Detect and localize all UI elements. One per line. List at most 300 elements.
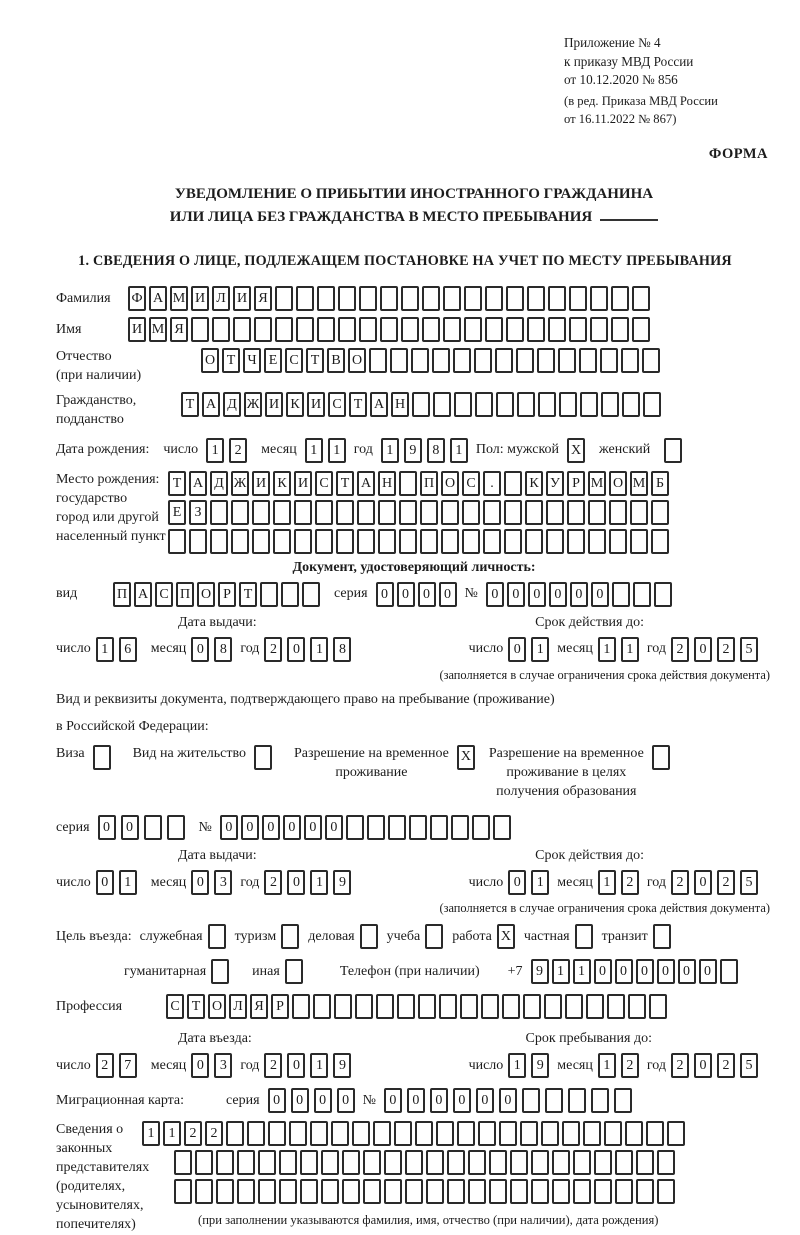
form-cell[interactable]: 0 — [508, 637, 526, 662]
form-cell[interactable] — [462, 500, 480, 525]
form-cell[interactable] — [522, 1088, 540, 1113]
form-cell[interactable] — [363, 1179, 381, 1204]
form-cell[interactable]: А — [202, 392, 220, 417]
form-cell[interactable]: А — [189, 471, 207, 496]
form-cell[interactable]: 1 — [573, 959, 591, 984]
form-cell[interactable] — [569, 286, 587, 311]
form-cell[interactable]: 1 — [305, 438, 323, 463]
form-cell[interactable]: С — [462, 471, 480, 496]
form-cell[interactable] — [538, 392, 556, 417]
form-cell[interactable] — [352, 1121, 370, 1146]
form-cell[interactable] — [517, 392, 535, 417]
form-cell[interactable]: X — [567, 438, 585, 463]
form-cell[interactable]: С — [328, 392, 346, 417]
form-cell[interactable] — [93, 745, 111, 770]
form-cell[interactable] — [260, 582, 278, 607]
form-cell[interactable] — [189, 529, 207, 554]
form-cell[interactable]: 2 — [717, 1053, 735, 1078]
form-cell[interactable] — [331, 1121, 349, 1146]
form-cell[interactable] — [296, 286, 314, 311]
form-cell[interactable] — [485, 286, 503, 311]
form-cell[interactable]: М — [630, 471, 648, 496]
form-cell[interactable]: А — [134, 582, 152, 607]
form-cell[interactable] — [275, 317, 293, 342]
form-cell[interactable] — [527, 286, 545, 311]
form-cell[interactable] — [525, 529, 543, 554]
form-cell[interactable]: 0 — [678, 959, 696, 984]
form-cell[interactable]: Е — [168, 500, 186, 525]
form-cell[interactable] — [321, 1179, 339, 1204]
form-cell[interactable]: Т — [306, 348, 324, 373]
form-cell[interactable]: А — [149, 286, 167, 311]
form-cell[interactable] — [583, 1121, 601, 1146]
form-cell[interactable] — [420, 529, 438, 554]
form-cell[interactable] — [552, 1179, 570, 1204]
form-cell[interactable]: 1 — [310, 637, 328, 662]
form-cell[interactable] — [231, 529, 249, 554]
form-cell[interactable] — [216, 1179, 234, 1204]
form-cell[interactable] — [237, 1179, 255, 1204]
form-cell[interactable] — [579, 348, 597, 373]
form-cell[interactable]: 9 — [333, 870, 351, 895]
form-cell[interactable]: 0 — [304, 815, 322, 840]
form-cell[interactable]: 0 — [283, 815, 301, 840]
form-cell[interactable]: Д — [210, 471, 228, 496]
form-cell[interactable] — [504, 471, 522, 496]
form-cell[interactable] — [336, 500, 354, 525]
form-cell[interactable] — [294, 500, 312, 525]
form-cell[interactable] — [373, 1121, 391, 1146]
form-cell[interactable]: 7 — [119, 1053, 137, 1078]
form-cell[interactable]: 0 — [430, 1088, 448, 1113]
form-cell[interactable]: 0 — [96, 870, 114, 895]
form-cell[interactable]: 1 — [598, 1053, 616, 1078]
form-cell[interactable]: 2 — [671, 1053, 689, 1078]
form-cell[interactable] — [443, 286, 461, 311]
form-cell[interactable]: 5 — [740, 1053, 758, 1078]
form-cell[interactable] — [667, 1121, 685, 1146]
form-cell[interactable] — [302, 582, 320, 607]
form-cell[interactable]: 0 — [657, 959, 675, 984]
form-cell[interactable]: 0 — [591, 582, 609, 607]
form-cell[interactable]: 0 — [418, 582, 436, 607]
form-cell[interactable] — [607, 994, 625, 1019]
form-cell[interactable] — [380, 286, 398, 311]
form-cell[interactable]: 0 — [636, 959, 654, 984]
form-cell[interactable]: 1 — [310, 870, 328, 895]
form-cell[interactable]: 1 — [450, 438, 468, 463]
form-cell[interactable]: Т — [187, 994, 205, 1019]
form-cell[interactable]: 0 — [121, 815, 139, 840]
form-cell[interactable] — [600, 348, 618, 373]
form-cell[interactable] — [144, 815, 162, 840]
form-cell[interactable]: 5 — [740, 637, 758, 662]
form-cell[interactable] — [464, 286, 482, 311]
form-cell[interactable] — [317, 317, 335, 342]
form-cell[interactable] — [651, 500, 669, 525]
form-cell[interactable] — [432, 348, 450, 373]
form-cell[interactable] — [443, 317, 461, 342]
form-cell[interactable]: М — [149, 317, 167, 342]
form-cell[interactable] — [523, 994, 541, 1019]
form-cell[interactable]: Н — [391, 392, 409, 417]
form-cell[interactable] — [621, 348, 639, 373]
form-cell[interactable]: 5 — [740, 870, 758, 895]
form-cell[interactable] — [401, 286, 419, 311]
form-cell[interactable]: И — [307, 392, 325, 417]
form-cell[interactable]: Т — [181, 392, 199, 417]
form-cell[interactable]: 0 — [453, 1088, 471, 1113]
form-cell[interactable] — [516, 348, 534, 373]
form-cell[interactable] — [231, 500, 249, 525]
form-cell[interactable] — [412, 392, 430, 417]
form-cell[interactable]: 0 — [287, 1053, 305, 1078]
form-cell[interactable]: 0 — [507, 582, 525, 607]
form-cell[interactable]: 0 — [694, 870, 712, 895]
form-cell[interactable]: 0 — [570, 582, 588, 607]
form-cell[interactable]: 0 — [694, 1053, 712, 1078]
form-cell[interactable] — [258, 1179, 276, 1204]
form-cell[interactable] — [453, 348, 471, 373]
form-cell[interactable] — [546, 529, 564, 554]
form-cell[interactable] — [510, 1179, 528, 1204]
form-cell[interactable] — [441, 529, 459, 554]
form-cell[interactable]: 2 — [621, 1053, 639, 1078]
form-cell[interactable]: М — [170, 286, 188, 311]
form-cell[interactable] — [559, 392, 577, 417]
form-cell[interactable]: 0 — [325, 815, 343, 840]
form-cell[interactable]: О — [197, 582, 215, 607]
form-cell[interactable]: С — [155, 582, 173, 607]
form-cell[interactable] — [565, 994, 583, 1019]
form-cell[interactable]: Ф — [128, 286, 146, 311]
form-cell[interactable] — [252, 529, 270, 554]
form-cell[interactable] — [548, 317, 566, 342]
form-cell[interactable] — [562, 1121, 580, 1146]
form-cell[interactable] — [546, 500, 564, 525]
form-cell[interactable]: 3 — [214, 1053, 232, 1078]
form-cell[interactable]: И — [294, 471, 312, 496]
form-cell[interactable] — [642, 348, 660, 373]
form-cell[interactable] — [334, 994, 352, 1019]
form-cell[interactable]: 2 — [671, 870, 689, 895]
form-cell[interactable] — [313, 994, 331, 1019]
form-cell[interactable]: 0 — [384, 1088, 402, 1113]
form-cell[interactable] — [464, 317, 482, 342]
form-cell[interactable] — [611, 286, 629, 311]
form-cell[interactable]: О — [609, 471, 627, 496]
form-cell[interactable] — [384, 1179, 402, 1204]
form-cell[interactable] — [254, 745, 272, 770]
form-cell[interactable] — [590, 286, 608, 311]
form-cell[interactable]: В — [327, 348, 345, 373]
form-cell[interactable] — [273, 529, 291, 554]
form-cell[interactable] — [622, 392, 640, 417]
form-cell[interactable]: 9 — [531, 1053, 549, 1078]
form-cell[interactable] — [654, 582, 672, 607]
form-cell[interactable] — [591, 1088, 609, 1113]
form-cell[interactable] — [569, 317, 587, 342]
form-cell[interactable]: 1 — [310, 1053, 328, 1078]
form-cell[interactable] — [422, 286, 440, 311]
form-cell[interactable]: 0 — [694, 637, 712, 662]
form-cell[interactable] — [300, 1179, 318, 1204]
form-cell[interactable] — [399, 529, 417, 554]
form-cell[interactable]: 1 — [206, 438, 224, 463]
form-cell[interactable] — [441, 500, 459, 525]
form-cell[interactable]: 0 — [508, 870, 526, 895]
form-cell[interactable] — [359, 317, 377, 342]
form-cell[interactable] — [462, 529, 480, 554]
form-cell[interactable] — [609, 529, 627, 554]
form-cell[interactable] — [430, 815, 448, 840]
form-cell[interactable]: 2 — [96, 1053, 114, 1078]
form-cell[interactable]: 0 — [407, 1088, 425, 1113]
form-cell[interactable] — [451, 815, 469, 840]
form-cell[interactable]: 8 — [333, 637, 351, 662]
form-cell[interactable] — [210, 529, 228, 554]
form-cell[interactable] — [601, 392, 619, 417]
form-cell[interactable]: Ж — [231, 471, 249, 496]
form-cell[interactable]: 0 — [268, 1088, 286, 1113]
form-cell[interactable] — [399, 471, 417, 496]
form-cell[interactable]: Т — [239, 582, 257, 607]
form-cell[interactable]: 0 — [486, 582, 504, 607]
form-cell[interactable] — [468, 1179, 486, 1204]
form-cell[interactable]: Я — [254, 286, 272, 311]
form-cell[interactable] — [588, 529, 606, 554]
form-cell[interactable]: 0 — [287, 870, 305, 895]
form-cell[interactable]: С — [315, 471, 333, 496]
form-cell[interactable] — [388, 815, 406, 840]
form-cell[interactable]: 0 — [699, 959, 717, 984]
form-cell[interactable] — [573, 1179, 591, 1204]
form-cell[interactable] — [520, 1121, 538, 1146]
form-cell[interactable] — [247, 1121, 265, 1146]
form-cell[interactable] — [611, 317, 629, 342]
form-cell[interactable] — [633, 582, 651, 607]
form-cell[interactable] — [474, 348, 492, 373]
form-cell[interactable] — [495, 348, 513, 373]
form-cell[interactable] — [360, 924, 378, 949]
form-cell[interactable] — [590, 317, 608, 342]
form-cell[interactable]: Я — [170, 317, 188, 342]
form-cell[interactable]: 0 — [98, 815, 116, 840]
form-cell[interactable]: 6 — [119, 637, 137, 662]
form-cell[interactable] — [294, 529, 312, 554]
form-cell[interactable]: У — [546, 471, 564, 496]
form-cell[interactable] — [502, 994, 520, 1019]
form-cell[interactable]: Т — [336, 471, 354, 496]
form-cell[interactable] — [296, 317, 314, 342]
form-cell[interactable] — [211, 959, 229, 984]
form-cell[interactable] — [630, 529, 648, 554]
form-cell[interactable]: Д — [223, 392, 241, 417]
form-cell[interactable] — [315, 529, 333, 554]
form-cell[interactable]: 1 — [163, 1121, 181, 1146]
form-cell[interactable]: 0 — [220, 815, 238, 840]
form-cell[interactable] — [268, 1121, 286, 1146]
form-cell[interactable] — [651, 529, 669, 554]
form-cell[interactable] — [397, 994, 415, 1019]
form-cell[interactable]: О — [441, 471, 459, 496]
form-cell[interactable] — [475, 392, 493, 417]
form-cell[interactable]: 0 — [439, 582, 457, 607]
form-cell[interactable]: С — [285, 348, 303, 373]
form-cell[interactable] — [292, 994, 310, 1019]
form-cell[interactable] — [496, 392, 514, 417]
form-cell[interactable]: 0 — [287, 637, 305, 662]
form-cell[interactable]: 0 — [191, 637, 209, 662]
form-cell[interactable]: 1 — [531, 870, 549, 895]
form-cell[interactable] — [342, 1179, 360, 1204]
form-cell[interactable] — [493, 815, 511, 840]
form-cell[interactable]: 1 — [381, 438, 399, 463]
form-cell[interactable] — [614, 1088, 632, 1113]
form-cell[interactable] — [226, 1121, 244, 1146]
form-cell[interactable] — [575, 924, 593, 949]
form-cell[interactable] — [420, 500, 438, 525]
form-cell[interactable] — [210, 500, 228, 525]
form-cell[interactable] — [609, 500, 627, 525]
form-cell[interactable]: Л — [212, 286, 230, 311]
form-cell[interactable] — [399, 500, 417, 525]
form-cell[interactable] — [289, 1121, 307, 1146]
form-cell[interactable]: 0 — [528, 582, 546, 607]
form-cell[interactable] — [499, 1121, 517, 1146]
form-cell[interactable] — [664, 438, 682, 463]
form-cell[interactable] — [457, 1121, 475, 1146]
form-cell[interactable] — [447, 1179, 465, 1204]
form-cell[interactable]: 2 — [184, 1121, 202, 1146]
form-cell[interactable]: 1 — [598, 637, 616, 662]
form-cell[interactable]: О — [348, 348, 366, 373]
form-cell[interactable]: 1 — [621, 637, 639, 662]
form-cell[interactable] — [504, 500, 522, 525]
form-cell[interactable]: Р — [567, 471, 585, 496]
form-cell[interactable] — [281, 924, 299, 949]
form-cell[interactable] — [233, 317, 251, 342]
form-cell[interactable] — [568, 1088, 586, 1113]
form-cell[interactable]: 0 — [615, 959, 633, 984]
form-cell[interactable] — [394, 1121, 412, 1146]
form-cell[interactable] — [422, 317, 440, 342]
form-cell[interactable]: 1 — [96, 637, 114, 662]
form-cell[interactable]: С — [166, 994, 184, 1019]
form-cell[interactable] — [649, 994, 667, 1019]
form-cell[interactable] — [588, 500, 606, 525]
form-cell[interactable] — [567, 529, 585, 554]
form-cell[interactable]: Т — [222, 348, 240, 373]
form-cell[interactable] — [527, 317, 545, 342]
form-cell[interactable] — [346, 815, 364, 840]
form-cell[interactable] — [174, 1179, 192, 1204]
form-cell[interactable] — [359, 286, 377, 311]
form-cell[interactable] — [415, 1121, 433, 1146]
form-cell[interactable]: Л — [229, 994, 247, 1019]
form-cell[interactable] — [281, 582, 299, 607]
form-cell[interactable] — [652, 745, 670, 770]
form-cell[interactable] — [336, 529, 354, 554]
form-cell[interactable]: 0 — [241, 815, 259, 840]
form-cell[interactable] — [436, 1121, 454, 1146]
form-cell[interactable]: К — [273, 471, 291, 496]
form-cell[interactable] — [195, 1179, 213, 1204]
form-cell[interactable]: 0 — [337, 1088, 355, 1113]
form-cell[interactable] — [315, 500, 333, 525]
form-cell[interactable]: Р — [271, 994, 289, 1019]
form-cell[interactable]: 9 — [333, 1053, 351, 1078]
form-cell[interactable]: 0 — [291, 1088, 309, 1113]
form-cell[interactable]: З — [189, 500, 207, 525]
form-cell[interactable] — [279, 1179, 297, 1204]
form-cell[interactable]: Т — [168, 471, 186, 496]
form-cell[interactable] — [653, 924, 671, 949]
form-cell[interactable] — [537, 348, 555, 373]
form-cell[interactable]: О — [208, 994, 226, 1019]
form-cell[interactable]: 3 — [214, 870, 232, 895]
form-cell[interactable] — [604, 1121, 622, 1146]
form-cell[interactable] — [558, 348, 576, 373]
form-cell[interactable] — [525, 500, 543, 525]
form-cell[interactable]: И — [191, 286, 209, 311]
form-cell[interactable] — [478, 1121, 496, 1146]
form-cell[interactable] — [376, 994, 394, 1019]
form-cell[interactable]: 1 — [552, 959, 570, 984]
form-cell[interactable] — [636, 1179, 654, 1204]
form-cell[interactable] — [541, 1121, 559, 1146]
form-cell[interactable]: Р — [218, 582, 236, 607]
form-cell[interactable]: 2 — [264, 637, 282, 662]
form-cell[interactable]: 1 — [119, 870, 137, 895]
form-cell[interactable]: 0 — [549, 582, 567, 607]
form-cell[interactable]: Я — [250, 994, 268, 1019]
form-cell[interactable]: 9 — [531, 959, 549, 984]
form-cell[interactable]: М — [588, 471, 606, 496]
form-cell[interactable] — [357, 500, 375, 525]
form-cell[interactable] — [483, 529, 501, 554]
form-cell[interactable] — [625, 1121, 643, 1146]
form-cell[interactable] — [191, 317, 209, 342]
form-cell[interactable]: 9 — [404, 438, 422, 463]
form-cell[interactable]: 8 — [427, 438, 445, 463]
form-cell[interactable]: П — [420, 471, 438, 496]
form-cell[interactable]: 1 — [598, 870, 616, 895]
form-cell[interactable]: И — [233, 286, 251, 311]
form-cell[interactable] — [632, 317, 650, 342]
form-cell[interactable]: 1 — [508, 1053, 526, 1078]
form-cell[interactable]: 2 — [264, 1053, 282, 1078]
form-cell[interactable] — [612, 582, 630, 607]
form-cell[interactable] — [310, 1121, 328, 1146]
form-cell[interactable] — [586, 994, 604, 1019]
form-cell[interactable] — [567, 500, 585, 525]
form-cell[interactable]: К — [286, 392, 304, 417]
form-cell[interactable]: 1 — [531, 637, 549, 662]
form-cell[interactable] — [545, 1088, 563, 1113]
form-cell[interactable]: 2 — [671, 637, 689, 662]
form-cell[interactable] — [548, 286, 566, 311]
form-cell[interactable] — [646, 1121, 664, 1146]
form-cell[interactable] — [425, 924, 443, 949]
form-cell[interactable]: О — [201, 348, 219, 373]
form-cell[interactable]: 0 — [476, 1088, 494, 1113]
form-cell[interactable] — [357, 529, 375, 554]
form-cell[interactable] — [252, 500, 270, 525]
form-cell[interactable]: 8 — [214, 637, 232, 662]
form-cell[interactable]: 0 — [499, 1088, 517, 1113]
form-cell[interactable]: 1 — [142, 1121, 160, 1146]
